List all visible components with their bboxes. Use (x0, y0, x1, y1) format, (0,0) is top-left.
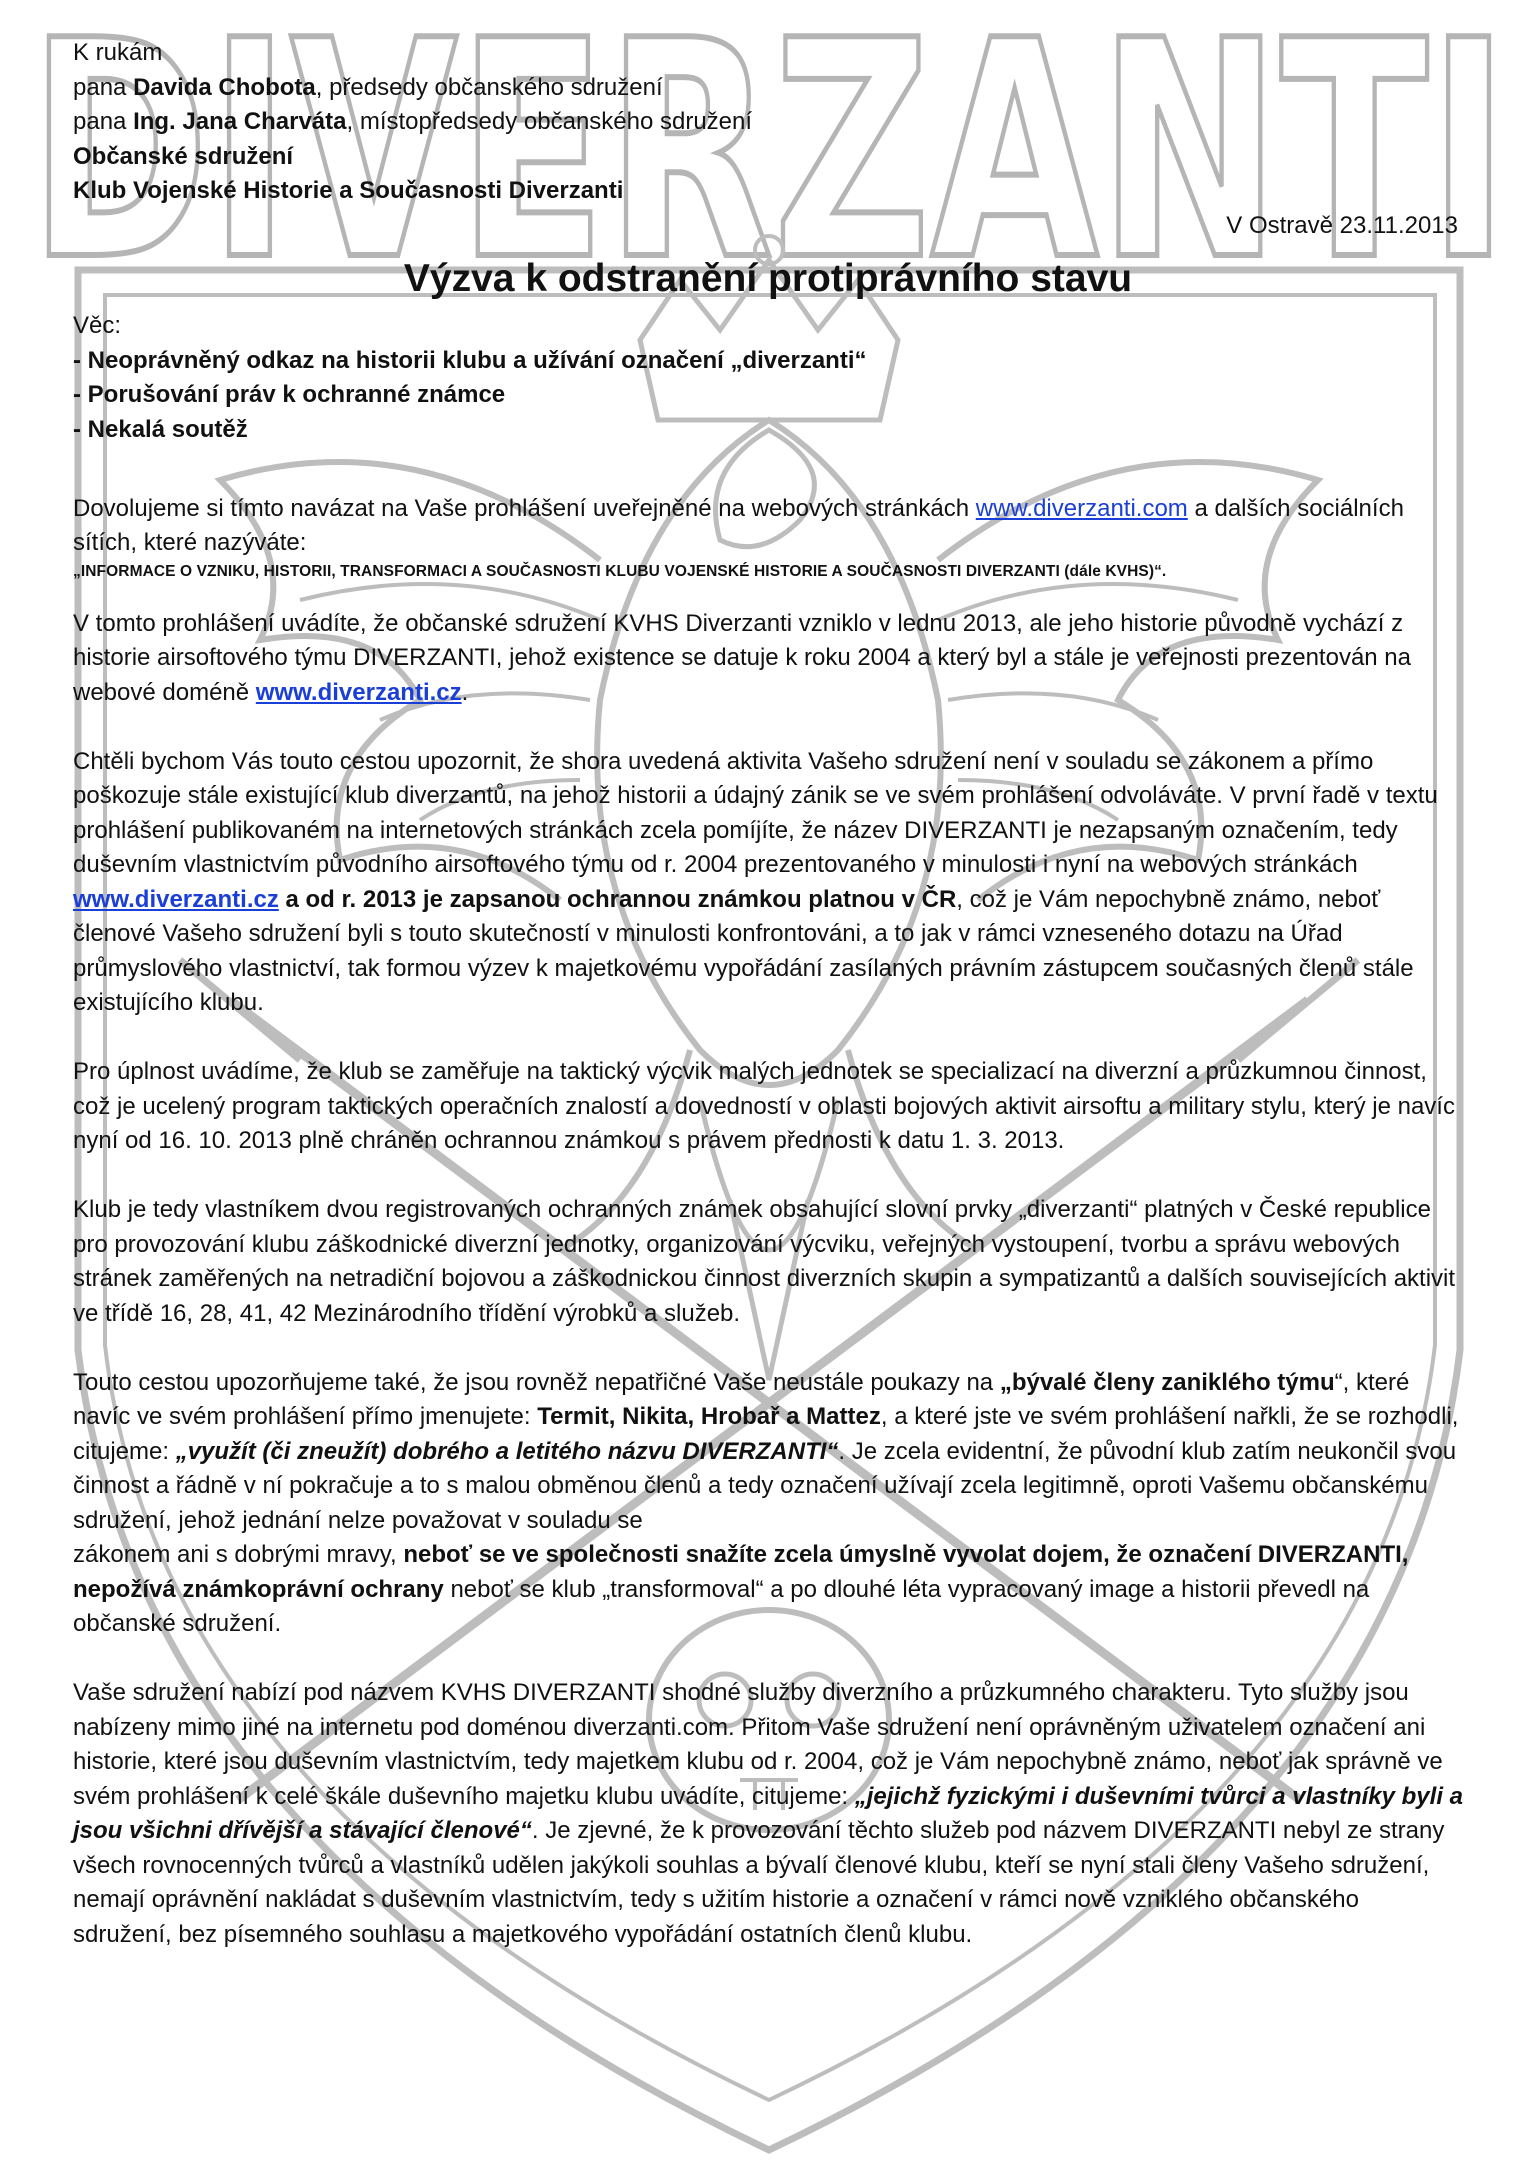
trademark-statement: od r. 2013 je zapsanou ochrannou známkou platnou v ČR (305, 885, 957, 913)
link-diverzanti-cz[interactable]: www.diverzanti.cz (73, 885, 279, 913)
member-names: Termit, Nikita, Hrobař a Mattez (537, 1403, 881, 1430)
subject-item-text: - Nekalá soutěž (73, 415, 248, 443)
paragraph (73, 492, 1463, 583)
text: neboť se klub „transformoval“ a po dlouhé léta vypracovaný image a historii převedl na občanské sdružení. (73, 1575, 1370, 1637)
recipient-name: Davida Chobota (133, 73, 316, 101)
quote: „využít (či zneužít) dobrého a letitého názvu DIVERZANTI“ (175, 1437, 839, 1465)
text: zákonem ani s dobrými mravy, (73, 1541, 404, 1568)
text: a (278, 885, 306, 913)
link-diverzanti-cz[interactable]: www.diverzanti.cz (255, 678, 462, 706)
text: pana (73, 108, 134, 135)
recipient-address (73, 36, 1463, 209)
letter-body (73, 36, 1463, 1952)
address-line: K rukám (73, 39, 163, 66)
quote: „bývalé členy zaniklého týmu (999, 1368, 1335, 1396)
address-line (73, 174, 1463, 209)
address-line (73, 105, 1463, 140)
subject-item (73, 378, 1463, 413)
recipient-name: Ing. Jana Charváta (133, 108, 347, 135)
text: , místopředsedy občanského sdružení (346, 108, 753, 135)
paragraph (73, 745, 1463, 1021)
text: , což je Vám nepochybně známo, neboť členové Vašeho sdružení byli s touto skutečností v minulosti konfrontováni, a to jak v rámci vzneseného dotazu na Úřad průmyslového vlastnictví, tak formou výzev k majetkovému vypořádání zasílaných právním zástupcem současných členů stále existujícího klubu. (73, 885, 1414, 1016)
letter-title: Výzva k odstranění protiprávního stavu (403, 257, 1133, 300)
text: a dalších sociálních sítích, které nazýváte: (73, 494, 1404, 556)
text: . (461, 678, 469, 706)
address-line (73, 140, 1463, 175)
paragraph: Pro úplnost uvádíme, že klub se zaměřuje na taktický výcvik malých jednotek se specializací na diverzní a průzkumnou činnost, což je ucelený program taktických operačních znalostí a dovedností v oblasti bojových aktivit airsoftu a military stylu, který je navíc nyní od 16. 10. 2013 plně chráněn ochrannou známkou s právem přednosti k datu 1. 3. 2013. (73, 1058, 1455, 1154)
text: Chtěli bychom Vás touto cestou upozornit, že shora uvedená aktivita Vašeho sdružení není v souladu se zákonem a přímo poškozuje stále existující klub diverzantů, na jehož historii a údajný zánik se ve svém prohlášení odvoláváte. V první řadě v textu prohlášení publikovaném na internetových stránkách zcela pomíjíte, že název DIVERZANTI je nezapsaným označením, tedy duševním vlastnictvím původního airsoftového týmu od r. 2004 prezentovaného v minulosti i nyní na webových stránkách (73, 747, 1438, 878)
paragraph: Klub je tedy vlastníkem dvou registrovaných ochranných známek obsahující slovní prvky „diverzanti“ platných v České republice pro provozování klubu záškodnické diverzní jednotky, organizování výcviku, veřejných vystoupení, tvorbu a správu webových stránek zaměřených na netradiční bojovou a záškodnickou činnost diverzních skupin a sympatizantů a dalších souvisejících aktivit ve třídě 16, 28, 41, 42 Mezinárodního třídění výrobků a služeb. (73, 1196, 1456, 1327)
quote: „jejichž fyzickými i duševními tvůrci a vlastníky byli a jsou všichni dřívější a stávající členové“ (73, 1782, 1463, 1844)
text: , a které jste ve svém prohlášení nařkli, že se rozhodli, citujeme: (73, 1403, 1459, 1465)
text: Dovolujeme si tímto navázat na Vaše prohlášení uveřejněné na webových stránkách (73, 494, 976, 522)
subject-block (73, 309, 1463, 447)
paragraph (73, 1366, 1463, 1642)
subject-item (73, 344, 1463, 379)
letter-date: V Ostravě 23.11.2013 (1226, 211, 1458, 239)
link-diverzanti-com[interactable]: www.diverzanti.com (975, 494, 1188, 522)
paragraph (73, 607, 1463, 711)
text: Touto cestou upozorňujeme také, že jsou rovněž nepatřičné Vaše neustále poukazy na (73, 1368, 1000, 1396)
text: , předsedy občanského sdružení (315, 73, 663, 101)
text: Vaše sdružení nabízí pod názvem KVHS DIVERZANTI shodné služby diverzního a průzkumného charakteru. Tyto služby jsou nabízeny mimo jiné na internetu pod doménou diverzanti.com. Přitom Vaše sdružení není oprávněným uživatelem označení ani historie, které jsou duševním vlastnictvím, tedy majetkem klubu od r. 2004, což je Vám nepochybně známo, neboť jak správně ve svém prohlášení k celé škále duševního majetku klubu uvádíte, citujeme: (73, 1679, 1443, 1810)
subject-item (73, 413, 1463, 448)
watermark-lettering: DIVERZANTI (29, 0, 1509, 326)
text: pana (73, 73, 134, 101)
paragraph (73, 1676, 1463, 1952)
emphasis: neboť se ve společnosti snažíte zcela úmyslně vyvolat dojem, že označení DIVERZANTI, nepožívá známkoprávní ochrany (73, 1541, 1409, 1603)
text: “, které navíc ve svém prohlášení přímo jmenujete: (73, 1368, 1410, 1430)
subject-item-text: - Neoprávněný odkaz na historii klubu a užívání označení „diverzanti“ (73, 346, 867, 374)
text: V tomto prohlášení uvádíte, že občanské sdružení KVHS Diverzanti vzniklo v lednu 2013, ale jeho historie původně vychází z historie airsoftového týmu DIVERZANTI, jehož existence se datuje k roku 2004 a který byl a stále je veřejnosti prezentován na webové doméně (73, 609, 1411, 706)
address-line (73, 71, 1463, 106)
subject-label: Věc: (73, 312, 122, 339)
subject-item-text: - Porušování práv k ochranné známce (73, 381, 506, 408)
text: . Je zcela evidentní, že původní klub zatím neukončil svou činnost a řádně v ní pokračuje a to s malou obměnou členů a tedy označení užívají zcela legitimně, oproti Vašemu občanskému sdružení, jehož jednání nelze považovat v souladu se (73, 1437, 1457, 1534)
statement-title: „INFORMACE O VZNIKU, HISTORII, TRANSFORMACI A SOUČASNOSTI KLUBU VOJENSKÉ HISTORIE A SOUČASNOSTI DIVERZANTI (dále KVHS)“. (73, 562, 1167, 580)
organisation-name: Klub Vojenské Historie a Současnosti Diverzanti (73, 177, 624, 204)
organisation-type: Občanské sdružení (73, 142, 294, 170)
text: . Je zjevné, že k provozování těchto služeb pod názvem DIVERZANTI nebyl ze strany všech rovnocenných tvůrců a vlastníků udělen jakýkoli souhlas a bývalí členové klubu, kteří se nyní stali členy Vašeho sdružení, nemají oprávnění nakládat s duševním vlastnictvím, tedy s užitím historie a označení v rámci nově vzniklého občanského sdružení, bez písemného souhlasu a majetkového vypořádání ostatních členů klubu. (73, 1817, 1445, 1948)
